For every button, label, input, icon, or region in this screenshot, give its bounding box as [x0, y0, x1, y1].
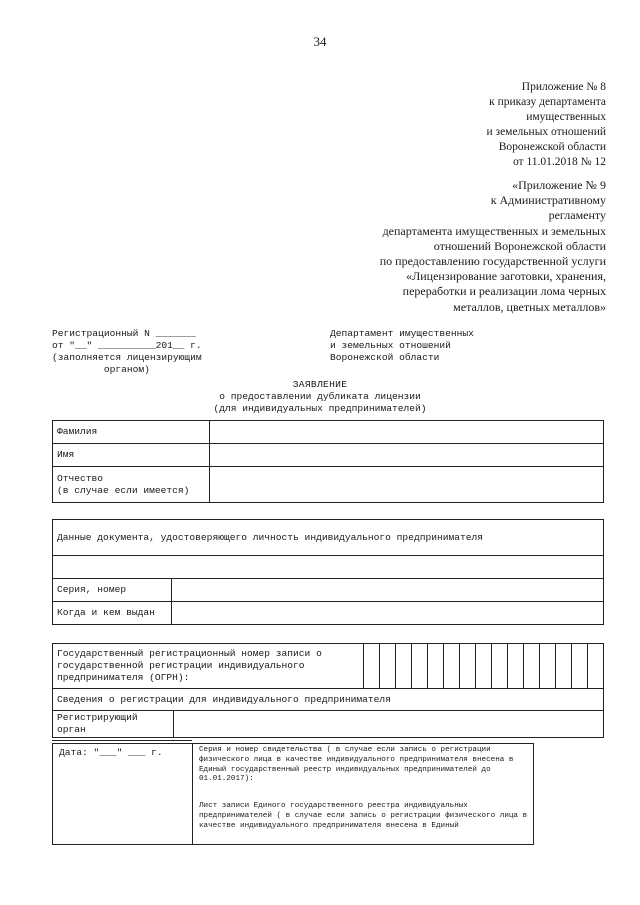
- appendix-9-line: к Административному: [490, 193, 606, 208]
- registration-info-label: Сведения о регистрации для индивидуального предпринимателя: [53, 689, 604, 711]
- series-number-label: Серия, номер: [53, 579, 172, 602]
- ogrn-digit-cell[interactable]: [523, 644, 539, 688]
- appendix-8-line: Приложение № 8: [521, 81, 606, 93]
- registration-table: [52, 643, 604, 738]
- appendix-9-line: департамента имущественных и земельных: [382, 223, 606, 238]
- ogrn-digit-cell[interactable]: [364, 644, 379, 688]
- appendix-8-line: имущественных: [526, 111, 606, 123]
- appendix-9-line: «Лицензирование заготовки, хранения,: [406, 269, 606, 284]
- ogrn-digit-cell[interactable]: [491, 644, 507, 688]
- registration-number-line: Регистрационный N _______: [52, 328, 196, 339]
- patronymic-label-line: (в случае если имеется): [57, 484, 190, 496]
- ogrn-digit-cell[interactable]: [587, 644, 603, 688]
- registration-authority-row: [53, 711, 604, 738]
- appendix-9-line: регламенту: [548, 208, 606, 223]
- ogrn-digit-cell[interactable]: [507, 644, 523, 688]
- date-box: [52, 743, 193, 845]
- series-number-field[interactable]: [172, 579, 604, 602]
- identity-document-field[interactable]: [53, 556, 604, 579]
- appendix-8-line: к приказу департамента: [489, 96, 606, 108]
- registration-authority-field[interactable]: [174, 711, 603, 737]
- appendix-9-line: «Приложение № 9: [512, 178, 606, 192]
- recipient-line: Департамент имущественных: [330, 328, 474, 339]
- registration-date-line: от "__" __________201__ г.: [52, 340, 202, 351]
- surname-label: Фамилия: [53, 421, 210, 444]
- name-label: Имя: [53, 444, 210, 467]
- ogrn-digit-cell[interactable]: [411, 644, 427, 688]
- ogrn-digit-cell[interactable]: [427, 644, 443, 688]
- issued-by-field[interactable]: [172, 602, 604, 625]
- ogrn-digit-cell[interactable]: [459, 644, 475, 688]
- appendix-9-line: отношений Воронежской области: [433, 238, 606, 253]
- registration-authority-label: Регистрирующий орган: [53, 711, 174, 737]
- registration-note-line: органом): [52, 364, 150, 375]
- appendix-8-line: от 11.01.2018 № 12: [512, 156, 606, 168]
- issued-by-label: Когда и кем выдан: [53, 602, 172, 625]
- recipient-line: Воронежской области: [330, 352, 440, 363]
- appendix-9-line: переработки и реализации лома черных: [402, 284, 606, 299]
- patronymic-label-line: Отчество: [57, 472, 104, 484]
- identity-document-header: Данные документа, удостоверяющего личность индивидуального предпринимателя: [53, 520, 604, 556]
- appendix-9-line: по предоставлению государственной услуги: [379, 254, 606, 269]
- patronymic-label: [53, 467, 210, 503]
- statement-subtitle: (для индивидуальных предпринимателей): [213, 403, 427, 414]
- appendix-8-line: и земельных отношений: [486, 126, 606, 138]
- ogrn-digit-cell[interactable]: [395, 644, 411, 688]
- statement-title: ЗАЯВЛЕНИЕ: [292, 379, 348, 390]
- ogrn-digit-cell[interactable]: [443, 644, 459, 688]
- identity-document-table: [52, 519, 604, 625]
- recipient-line: и земельных отношений: [330, 340, 451, 351]
- register-sheet-note: Лист записи Единого государственного реестра индивидуальных предпринимателей ( в случае если запись о регистрации физического лица в качестве индивидуального предпринимателя внесена в Единый: [199, 802, 528, 830]
- appendix-8-header: [487, 80, 607, 170]
- name-field[interactable]: [210, 444, 604, 467]
- person-table: [52, 420, 604, 503]
- section-divider: [52, 740, 192, 741]
- surname-field[interactable]: [210, 421, 604, 444]
- patronymic-field[interactable]: [210, 467, 604, 503]
- appendix-9-header: [380, 178, 606, 315]
- ogrn-digit-cell[interactable]: [539, 644, 555, 688]
- ogrn-digit-cell[interactable]: [555, 644, 571, 688]
- ogrn-field[interactable]: [364, 644, 604, 689]
- appendix-9-line: металлов, цветных металлов»: [453, 299, 606, 314]
- appendix-8-line: Воронежской области: [498, 141, 606, 153]
- ogrn-digit-cell[interactable]: [571, 644, 587, 688]
- certificate-note-box: [192, 743, 534, 845]
- ogrn-digit-cell[interactable]: [475, 644, 491, 688]
- ogrn-label: Государственный регистрационный номер записи о государственной регистрации индивидуального предпринимателя (ОГРН):: [53, 644, 364, 689]
- registration-note-line: (заполняется лицензирующим: [52, 352, 202, 363]
- ogrn-digit-cell[interactable]: [379, 644, 395, 688]
- certificate-note: Серия и номер свидетельства ( в случае если запись о регистрации физического лица в качестве индивидуального предпринимателя внесена в Единый государственный реестр индивидуальных предпринимателей до 01.01.2017):: [199, 746, 514, 784]
- statement-subtitle: о предоставлении дубликата лицензии: [219, 391, 421, 402]
- date-label[interactable]: Дата: "___" ___ г.: [59, 747, 163, 758]
- page-number: 34: [313, 34, 327, 49]
- ogrn-digit-cells: [364, 644, 603, 688]
